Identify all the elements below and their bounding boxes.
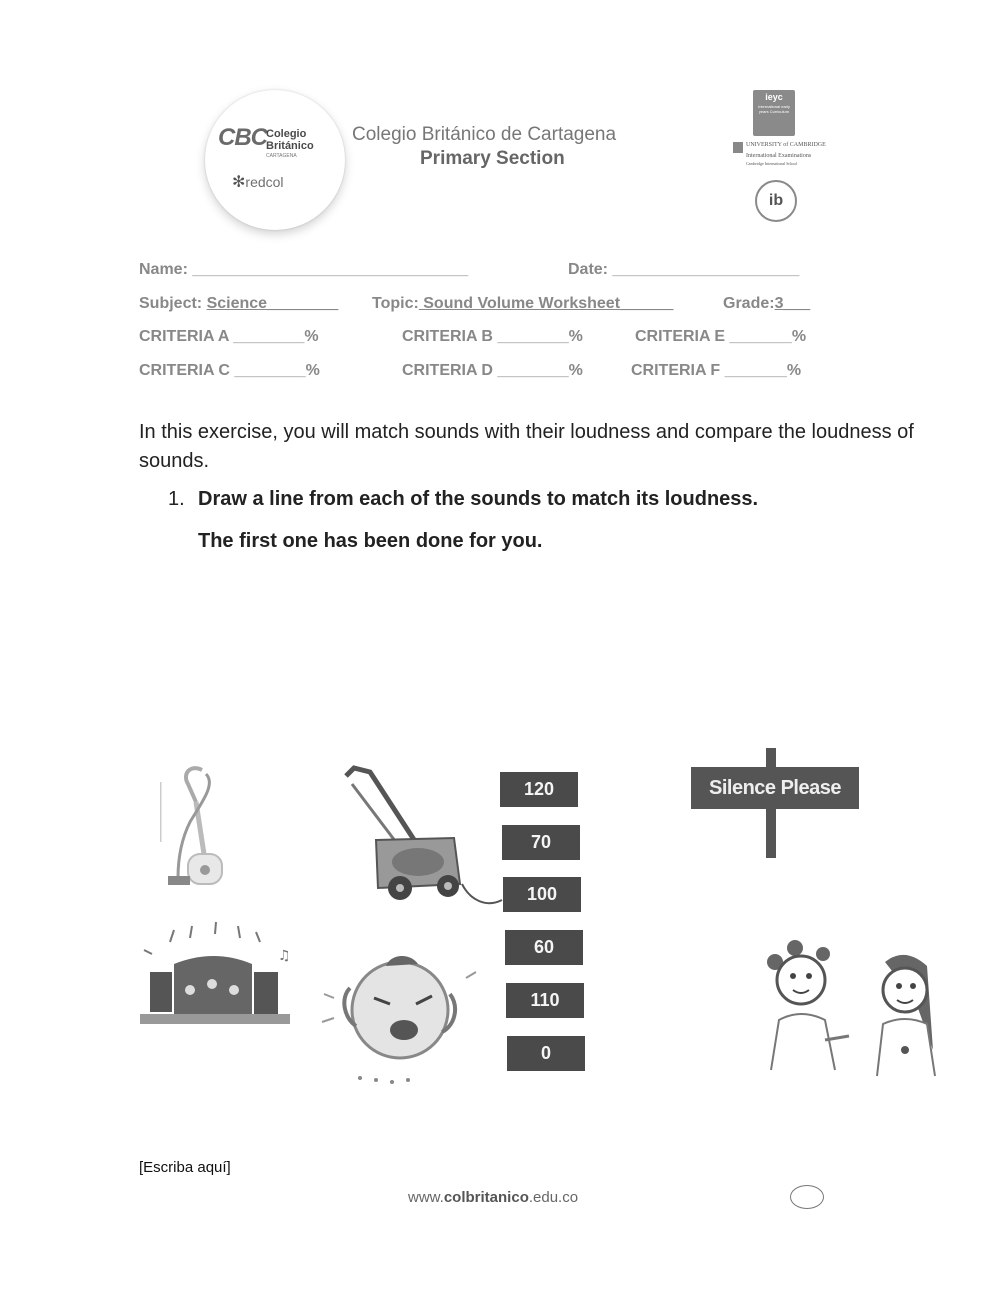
ieyc-badge-small: International early years Curriculum [758,104,790,114]
silence-sign: Silence Please [691,767,859,809]
decibel-box-110: 110 [506,983,584,1018]
name-field: Name: _______________________________ [139,261,469,278]
vacuum-cleaner-icon [160,762,230,890]
redcol-logo [232,172,284,192]
subject-value-blank: ________ [267,295,339,312]
cbc-logo-city: CARTAGENA [266,153,297,159]
footer-oval-shape [790,1185,824,1209]
cambridge-badge [733,142,826,168]
topic-value-text: Sound Volume Worksheet [418,295,621,312]
crying-baby-icon [320,938,480,1088]
website-prefix: www. [408,1189,444,1206]
question-1-text: Draw a line from each of the sounds to match its loudness. [198,488,759,510]
lawn-mower-icon [338,764,478,904]
question-1-note: The first one has been done for you. [198,530,543,552]
cambridge-line3: Cambridge International School [746,161,798,166]
question-1-number: 1. [168,488,185,510]
school-logo-badge [205,90,345,230]
cbc-logo-name-line1: Colegio [266,128,307,140]
concert-icon [140,920,310,1030]
decibel-box-120: 120 [500,772,578,807]
decibel-box-100: 100 [503,877,581,912]
ib-badge-text: ib [768,192,784,209]
criteria-f-field: CRITERIA F _______% [631,362,802,379]
two-girls-talking-icon [765,940,940,1080]
cambridge-crest-icon [733,142,743,153]
criteria-b-field: CRITERIA B ________% [402,328,583,345]
website-suffix: .edu.co [528,1189,579,1206]
topic-value [419,295,674,312]
redcol-star-icon: ✻ [232,174,246,191]
ieyc-badge [753,90,795,136]
cambridge-line1: UNIVERSITY of CAMBRIDGE [746,142,826,148]
decibel-box-70: 70 [502,825,580,860]
topic-label: Topic: [372,295,419,312]
topic-value-blank: ______ [620,295,674,312]
cbc-logo-mark: CBC [218,124,267,151]
ieyc-badge-text: ieyc [765,92,783,102]
subject-label: Subject: [139,295,207,312]
criteria-e-field: CRITERIA E _______% [635,328,807,345]
cambridge-line2: International Examinations [746,153,812,159]
topic-field [372,295,673,313]
grade-label: Grade: [723,295,775,312]
intro-text: In this exercise, you will match sounds with their loudness and compare the loudness of sounds. [139,421,914,472]
subject-value-text: Science [206,295,268,312]
cbc-logo-name-line2: Británico [266,140,314,152]
grade-value-text: 3 [774,295,784,312]
school-subtitle: Primary Section [420,148,565,169]
svg-text:♫: ♫ [278,948,291,964]
redcol-logo-text: redcol [245,174,284,190]
footer-website[interactable] [408,1189,578,1206]
example-answer-line [460,870,504,910]
subject-field [139,295,338,313]
ib-badge [755,180,797,222]
grade-field [723,295,810,313]
criteria-a-field: CRITERIA A ________% [139,328,319,345]
criteria-c-field: CRITERIA C ________% [139,362,320,379]
decibel-box-60: 60 [505,930,583,965]
criteria-d-field: CRITERIA D ________% [402,362,583,379]
decibel-box-0: 0 [507,1036,585,1071]
grade-value [775,295,811,312]
school-title: Colegio Británico de Cartagena [352,124,617,145]
footer-placeholder[interactable]: [Escriba aquí] [139,1159,231,1176]
cbc-logo-name [266,128,314,152]
date-field: Date: _____________________ [568,261,800,278]
subject-value [207,295,339,312]
grade-value-blank: ___ [783,295,811,312]
website-bold: colbritanico [443,1189,529,1206]
